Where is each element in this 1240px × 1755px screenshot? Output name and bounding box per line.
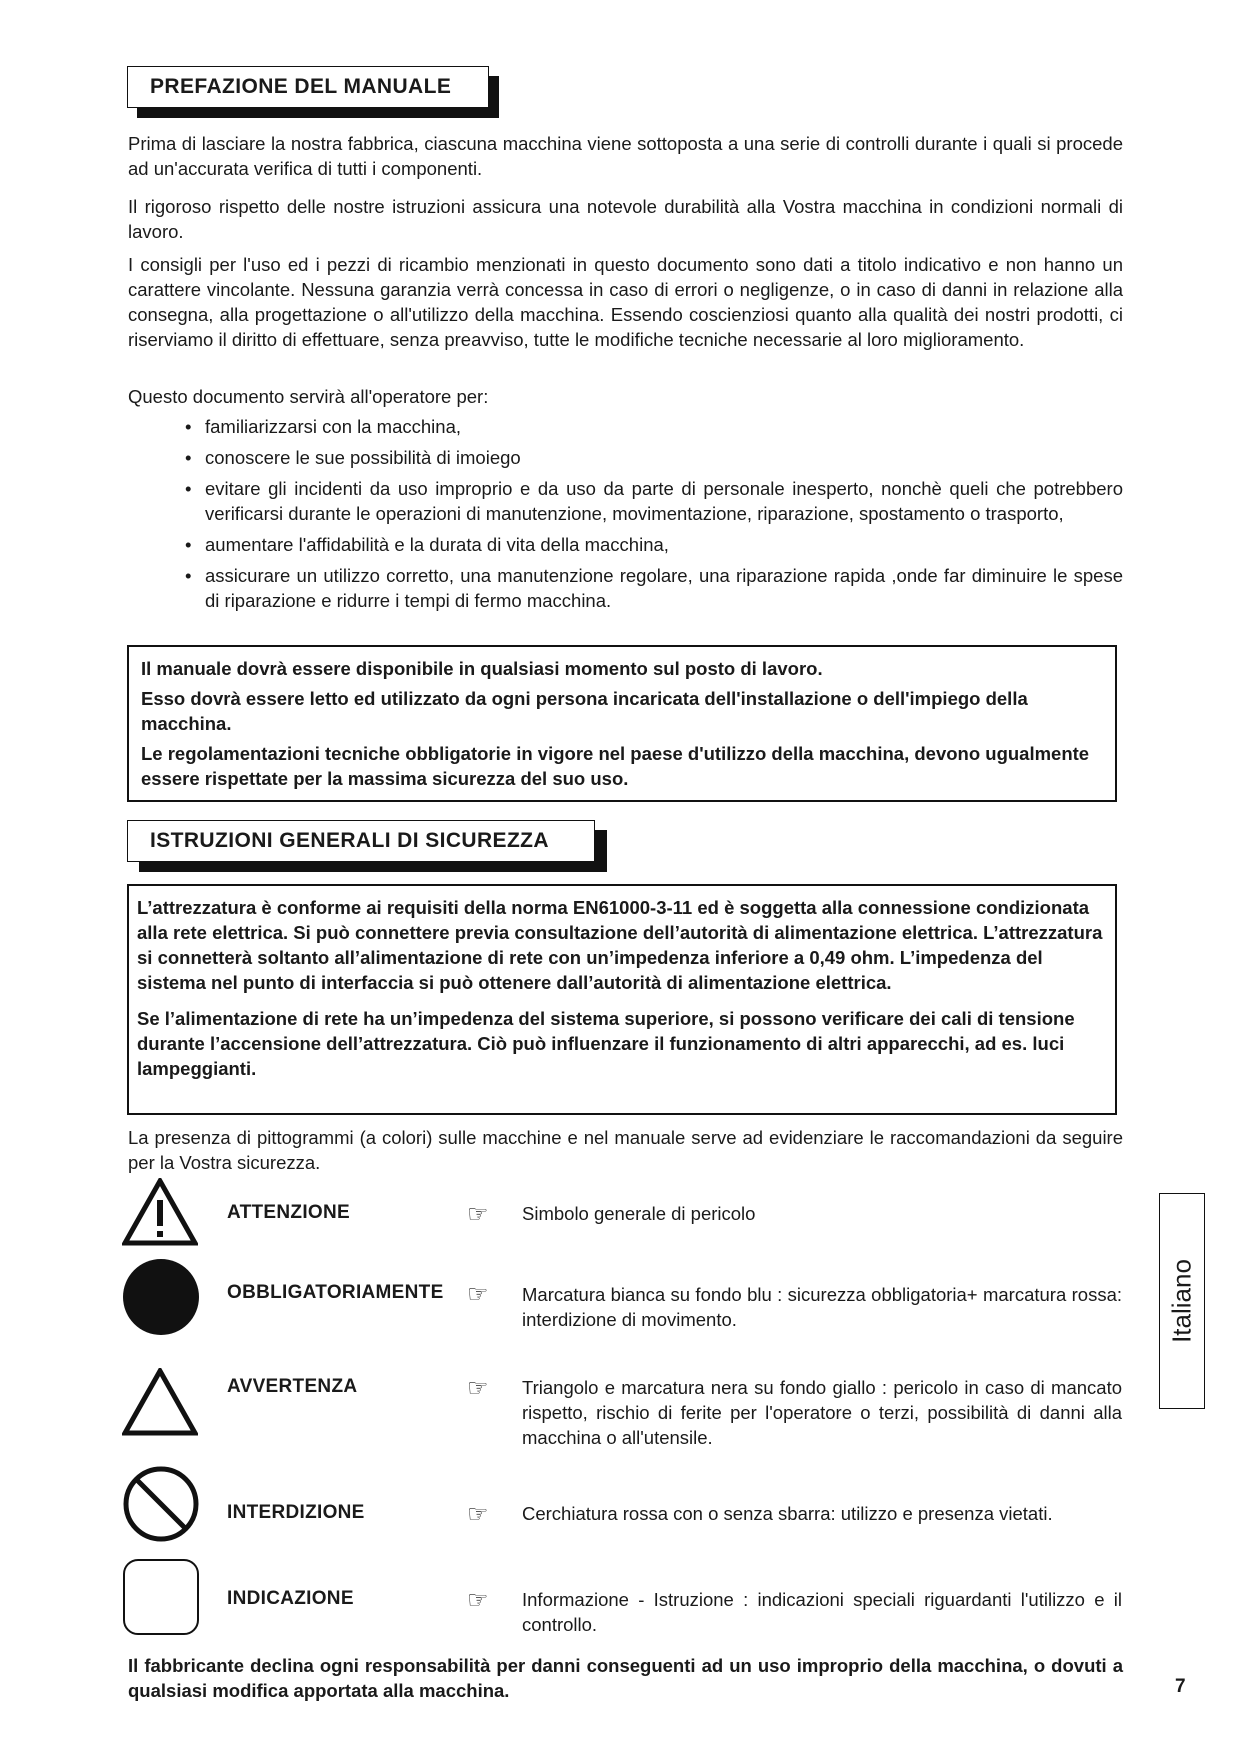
pointing-hand-icon: ☞ [467, 1201, 489, 1228]
page-number: 7 [1175, 1676, 1186, 1697]
pointing-hand-icon: ☞ [467, 1587, 489, 1614]
symbol-row-obbligatoriamente [122, 1258, 1132, 1334]
list-item: • conoscere le sue possibilità di imoiego [185, 445, 1123, 470]
list-item: • assicurare un utilizzo corretto, una manutenzione regolare, una riparazione rapida ,onde far diminuire le spese di riparazione e ridurre i tempi di fermo macchina. [185, 563, 1123, 613]
safety-notice-paragraph-2: Se l’alimentazione di rete ha un’impedenza del sistema superiore, si possono verificare dei cali di tensione durante l’accensione dell’attrezzatura. Ciò può influenzare il funzionamento di altri apparecchi, ad es. luci lampeggianti. [137, 1008, 1075, 1079]
symbol-row-attenzione [122, 1178, 1132, 1248]
mandatory-disc-icon [122, 1258, 200, 1336]
safety-title: ISTRUZIONI GENERALI DI SICUREZZA [150, 829, 549, 852]
symbol-description: Simbolo generale di pericolo [522, 1203, 756, 1224]
preface-bullet-list [185, 414, 1123, 619]
list-item: • evitare gli incidenti da uso improprio e da uso da parte di personale inesperto, nonchè queli che potrebbero verificarsi durante le operazioni di manutenzione, movimentazione, riparazione, spostamento o trasporto, [185, 476, 1123, 526]
notice-line-1: Il manuale dovrà essere disponibile in qualsiasi momento sul posto di lavoro. [141, 658, 823, 679]
symbol-row-indicazione [122, 1558, 1132, 1636]
caution-triangle-icon [122, 1368, 198, 1436]
preface-paragraph-4: Questo documento servirà all'operatore per: [128, 386, 489, 407]
preface-heading [127, 66, 499, 118]
warning-exclamation-icon [122, 1178, 198, 1246]
prohibition-icon [122, 1465, 200, 1543]
symbol-label: OBBLIGATORIAMENTE [227, 1282, 444, 1303]
symbol-description: Triangolo e marcatura nera su fondo giallo : pericolo in caso di mancato rispetto, rischio di ferite per l'operatore o terzi, possibilità di danni alla macchina o all'utensile. [522, 1377, 1122, 1448]
symbol-description: Cerchiatura rossa con o senza sbarra: utilizzo e presenza vietati. [522, 1503, 1053, 1524]
liability-disclaimer: Il fabbricante declina ogni responsabilità per danni conseguenti ad un uso improprio della macchina, o dovuti a qualsiasi modifica apportata alla macchina. [128, 1655, 1123, 1701]
safety-notice-paragraph-1: L’attrezzatura è conforme ai requisiti della norma EN61000-3-11 ed è soggetta alla connessione condizionata alla rete elettrica. Si può connettere previa consultazione dell’autorità di alimentazione elettrica. L’attrezzatura si connetterà soltanto all’alimentazione di rete con un’impedenza inferiore a 0,49 ohm. L’impedenza del sistema nel punto di interfaccia si può ottenere dall’autorità di alimentazione elettrica. [137, 897, 1103, 993]
notice-line-3: Le regolamentazioni tecniche obbligatorie in vigore nel paese d'utilizzo della macchina, devono ugualmente essere rispettate per la massima sicurezza del suo uso. [141, 743, 1090, 789]
list-item: • aumentare l'affidabilità e la durata di vita della macchina, [185, 532, 1123, 557]
symbol-label: INTERDIZIONE [227, 1502, 365, 1523]
preface-notice-box [127, 645, 1117, 802]
symbol-label: ATTENZIONE [227, 1202, 350, 1223]
safety-notice-box [127, 884, 1117, 1115]
preface-paragraph-1: Prima di lasciare la nostra fabbrica, ciascuna macchina viene sottoposta a una serie di controlli durante i quali si procede ad un'accurata verifica di tutti i componenti. [128, 133, 1123, 179]
symbol-description: Informazione - Istruzione : indicazioni speciali riguardanti l'utilizzo e il controllo. [522, 1589, 1122, 1635]
indication-square-icon [122, 1558, 200, 1636]
symbol-label: INDICAZIONE [227, 1588, 354, 1609]
pictogram-intro: La presenza di pittogrammi (a colori) sulle macchine e nel manuale serve ad evidenziare le raccomandazioni da seguire per la Vostra sicurezza. [128, 1127, 1123, 1173]
preface-paragraph-3: I consigli per l'uso ed i pezzi di ricambio menzionati in questo documento sono dati a titolo indicativo e non hanno un carattere vincolante. Nessuna garanzia verrà concessa in caso di errori o negligenze, o in caso di danni in relazione alla consegna, alla progettazione o all'utilizzo della macchina. Essendo coscienziosi quanto alla qualità dei nostri prodotti, ci riserviamo il diritto di effettuare, senza preavviso, tutte le modifiche tecniche necessarie al loro miglioramento. [128, 254, 1123, 350]
pointing-hand-icon: ☞ [467, 1281, 489, 1308]
list-item: • familiarizzarsi con la macchina, [185, 414, 1123, 439]
symbol-row-avvertenza [122, 1368, 1132, 1448]
notice-line-2: Esso dovrà essere letto ed utilizzato da ogni persona incaricata dell'installazione o dell'impiego della macchina. [141, 688, 1028, 734]
symbol-label: AVVERTENZA [227, 1376, 358, 1397]
preface-title: PREFAZIONE DEL MANUALE [150, 75, 452, 98]
language-tab [1159, 1193, 1205, 1409]
symbol-description: Marcatura bianca su fondo blu : sicurezza obbligatoria+ marcatura rossa: interdizione di movimento. [522, 1284, 1122, 1330]
language-tab-label: Italiano [1166, 1259, 1197, 1343]
preface-paragraph-2: Il rigoroso rispetto delle nostre istruzioni assicura una notevole durabilità alla Vostra macchina in condizioni normali di lavoro. [128, 196, 1123, 242]
pointing-hand-icon: ☞ [467, 1375, 489, 1402]
symbol-row-interdizione [122, 1465, 1132, 1541]
safety-heading [127, 820, 607, 872]
pointing-hand-icon: ☞ [467, 1501, 489, 1528]
